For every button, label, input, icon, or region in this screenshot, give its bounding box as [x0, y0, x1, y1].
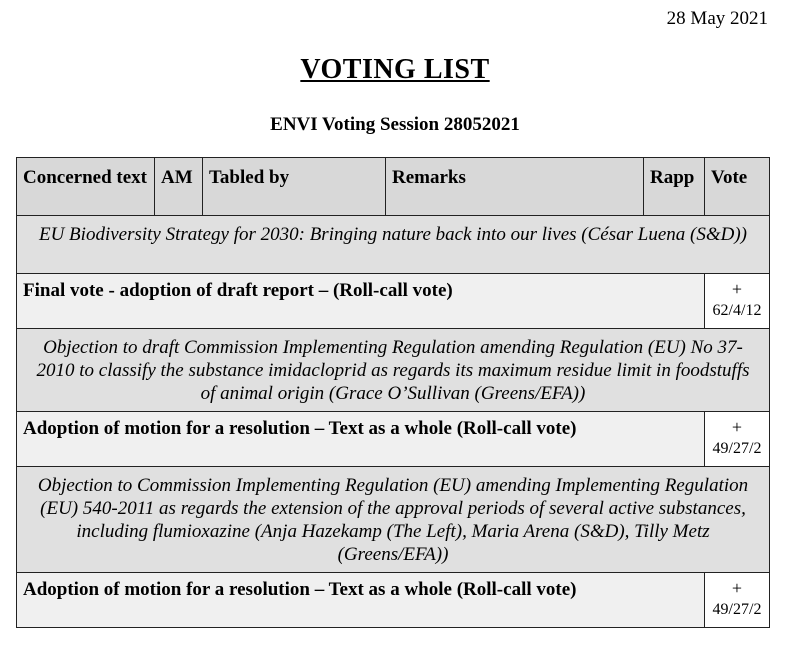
section-heading: Objection to Commission Implementing Regulation (EU) amending Implementing Regulation (EU) 540-2011 as regards the extension of the approval periods of several active substances, including flumioxazine (Anja Hazekamp (The Left), Maria Arena (S&D), Tilly Metz (Greens/EFA)) [17, 467, 770, 573]
header-tabled-by: Tabled by [203, 158, 386, 216]
document-date: 28 May 2021 [666, 8, 768, 29]
header-concerned-text: Concerned text [17, 158, 155, 216]
vote-result [705, 573, 770, 628]
section-heading: EU Biodiversity Strategy for 2030: Bringing nature back into our lives (César Luena (S&D)) [17, 216, 770, 274]
vote-description: Final vote - adoption of draft report – (Roll-call vote) [17, 274, 705, 329]
table-header-row [17, 158, 770, 216]
section-heading: Objection to draft Commission Implementing Regulation amending Regulation (EU) No 37-2010 to classify the substance imidacloprid as regards its maximum residue limit in foodstuffs of animal origin (Grace O’Sullivan (Greens/EFA)) [17, 329, 770, 412]
header-vote: Vote [705, 158, 770, 216]
page-title: VOTING LIST [300, 54, 490, 85]
section-heading-row [17, 467, 770, 573]
section-heading-row [17, 216, 770, 274]
vote-result [705, 412, 770, 467]
vote-description: Adoption of motion for a resolution – Text as a whole (Roll-call vote) [17, 412, 705, 467]
vote-result-sign: + [731, 578, 743, 598]
vote-result-count: 49/27/2 [712, 440, 762, 457]
vote-result-count: 49/27/2 [712, 601, 762, 618]
section-heading-row [17, 329, 770, 412]
vote-result [705, 274, 770, 329]
voting-table [16, 157, 770, 628]
vote-result-count: 62/4/12 [712, 302, 762, 319]
header-rapp: Rapp [644, 158, 705, 216]
vote-result-sign: + [731, 279, 743, 299]
header-remarks: Remarks [386, 158, 644, 216]
vote-row [17, 573, 770, 628]
header-am: AM [155, 158, 203, 216]
session-subtitle: ENVI Voting Session 28052021 [270, 114, 520, 135]
vote-row [17, 412, 770, 467]
vote-row [17, 274, 770, 329]
vote-description: Adoption of motion for a resolution – Text as a whole (Roll-call vote) [17, 573, 705, 628]
vote-result-sign: + [731, 417, 743, 437]
